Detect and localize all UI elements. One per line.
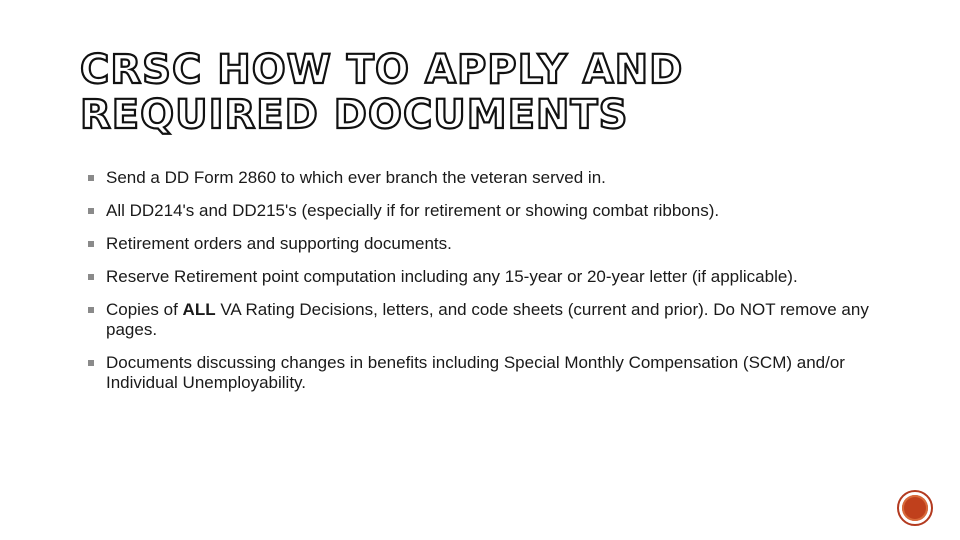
square-bullet-icon xyxy=(88,175,94,181)
slide-title-line-1: CRSC HOW TO APPLY AND xyxy=(80,47,684,93)
circle-button-icon[interactable] xyxy=(897,490,933,526)
bullet-text: All DD214's and DD215's (especially if for retirement or showing combat ribbons). xyxy=(106,201,720,220)
bullet-item-6 xyxy=(86,353,876,393)
bullet-item-3 xyxy=(86,234,876,254)
square-bullet-icon xyxy=(88,274,94,280)
bullet-item-1 xyxy=(86,168,876,188)
bullet-text-post: VA Rating Decisions, letters, and code sheets (current and prior). Do NOT remove any pages. xyxy=(106,300,869,339)
square-bullet-icon xyxy=(88,307,94,313)
bullet-text-pre: Copies of xyxy=(106,300,183,319)
square-bullet-icon xyxy=(88,360,94,366)
circle-button-inner xyxy=(902,495,928,521)
bullet-item-2 xyxy=(86,201,876,221)
bullet-text-emphasis: ALL xyxy=(182,300,216,319)
bullet-text: Send a DD Form 2860 to which ever branch the veteran served in. xyxy=(106,168,606,187)
bullet-item-5 xyxy=(86,300,876,340)
square-bullet-icon xyxy=(88,208,94,214)
bullet-list xyxy=(86,168,876,406)
slide-title xyxy=(80,48,780,138)
bullet-text: Documents discussing changes in benefits including Special Monthly Compensation (SCM) and/or Individual Unemployability. xyxy=(106,353,845,392)
slide-title-line-2: REQUIRED DOCUMENTS xyxy=(80,92,629,138)
square-bullet-icon xyxy=(88,241,94,247)
bullet-text: Reserve Retirement point computation including any 15-year or 20-year letter (if applicable). xyxy=(106,267,798,286)
bullet-text: Retirement orders and supporting documents. xyxy=(106,234,452,253)
bullet-item-4 xyxy=(86,267,876,287)
